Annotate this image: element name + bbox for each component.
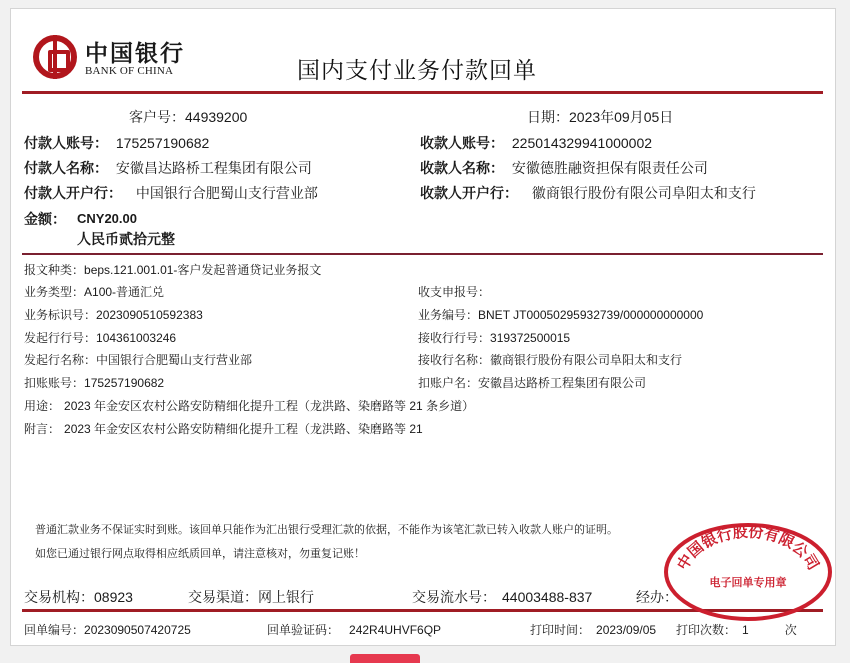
business-type-row [24,283,164,300]
debit-account-label: 扣账账号： [24,376,85,390]
debit-account-name: 安徽昌达路桥工程集团有限公司 [478,376,647,390]
message-type-row [24,261,321,278]
payee-bank-row [420,183,756,203]
header-divider [22,91,823,94]
payment-receipt [10,8,836,646]
bank-of-china-emblem-icon [33,35,77,79]
receiving-bank-number: 319372500015 [490,331,571,345]
print-time-row [530,621,656,638]
print-count-label: 打印次数： [676,623,737,637]
receipt-number-label: 回单编号： [24,623,85,637]
payer-bank-label: 付款人开户行： [24,185,122,201]
business-id: 2023090510592383 [96,308,203,322]
handler-label: 经办： [636,589,678,605]
date-label: 日期： [527,109,569,125]
debit-account: 175257190682 [84,376,165,390]
business-number: BNET JT00050295932739/000000000000 [478,308,704,322]
declaration-row [418,283,490,300]
receiving-bank-name: 徽商银行股份有限公司阜阳太和支行 [490,353,683,367]
transaction-org-label: 交易机构： [24,589,94,605]
logo-chinese-text: 中国银行 [85,40,185,67]
transaction-channel: 网上银行 [258,589,314,605]
date-row [527,107,673,127]
notice-line-2: 如您已通过银行网点取得相应纸质回单，请注意核对，勿重复记账！ [35,548,365,560]
transaction-serial: 44003488-837 [502,589,593,605]
postscript-label: 附言： [24,422,61,436]
print-count-unit: 次 [784,623,797,637]
payer-bank: 中国银行合肥蜀山支行营业部 [135,185,318,201]
transaction-org-row [24,587,133,607]
payee-name: 安徽德胜融资担保有限责任公司 [511,160,708,176]
receipt-number: 2023090507420725 [84,623,191,637]
payer-name-row [24,158,312,178]
date-value: 2023年09月05日 [569,109,674,125]
purpose-label: 用途： [24,399,61,413]
print-time: 2023/09/05 [596,623,657,637]
postscript-row [24,420,423,437]
receiving-bank-name-label: 接收行名称： [418,353,491,367]
amount-divider [22,253,823,255]
transaction-serial-label: 交易流水号： [412,589,496,605]
payee-name-row [420,158,708,178]
payer-bank-row [24,183,318,203]
payer-account: 175257190682 [115,135,210,151]
print-count-row [676,621,797,638]
debit-account-name-label: 扣账户名： [418,376,479,390]
business-type: A100-普通汇兑 [84,285,165,299]
sending-bank-number-label: 发起行行号： [24,331,97,345]
seal-graphic [662,521,834,623]
business-type-label: 业务类型： [24,285,85,299]
message-type-label: 报文种类： [24,263,85,277]
amount-in-words: 人民币贰拾元整 [77,231,175,247]
payee-name-label: 收款人名称： [420,160,504,176]
purpose-row [24,397,474,414]
business-id-row [24,306,203,323]
receipt-number-row [24,621,191,638]
purpose: 2023 年金安区农村公路安防精细化提升工程（龙洪路、染磨路等 21 条乡道） [64,399,475,413]
business-number-label: 业务编号： [418,308,479,322]
receiving-bank-number-row [418,329,570,346]
message-type: beps.121.001.01-客户发起普通贷记业务报文 [84,263,322,277]
business-id-label: 业务标识号： [24,308,97,322]
customer-number-label: 客户号： [129,109,185,125]
seal-inner-text: 电子回单专用章 [709,576,787,589]
document-title: 国内支付业务付款回单 [297,58,537,84]
seal-outer-text [673,523,822,574]
amount-label: 金额： [24,211,66,227]
verification-code: 242R4UHVF6QP [349,623,442,637]
sending-bank-name: 中国银行合肥蜀山支行营业部 [96,353,253,367]
payer-account-label: 付款人账号： [24,135,108,151]
sending-bank-name-row [24,351,252,368]
print-count: 1 [742,623,749,637]
payer-account-row [24,133,209,153]
payee-account: 225014329941000002 [511,135,653,151]
transaction-org: 08923 [94,589,133,605]
debit-account-name-row [418,374,646,391]
transaction-channel-label: 交易渠道： [188,589,258,605]
electronic-receipt-seal [662,521,834,623]
sending-bank-number: 104361003246 [96,331,177,345]
logo-english-text: BANK OF CHINA [85,65,174,77]
verification-code-label: 回单验证码： [267,623,340,637]
transaction-serial-row [412,587,592,607]
bottom-edge-tab [350,654,420,663]
business-number-row [418,306,703,323]
postscript: 2023 年金安区农村公路安防精细化提升工程（龙洪路、染磨路等 21 [64,422,423,436]
amount-value: CNY20.00 [77,211,137,226]
customer-number: 44939200 [185,109,248,125]
payer-name-label: 付款人名称： [24,160,108,176]
customer-number-row [129,107,247,127]
receiving-bank-name-row [418,351,682,368]
notice-line-1: 普通汇款业务不保证实时到账。该回单只能作为汇出银行受理汇款的依据，不能作为该笔汇款已转入收款人账户的证明。 [35,524,618,536]
sending-bank-name-label: 发起行名称： [24,353,97,367]
payee-account-row [420,133,652,153]
bank-of-china-logo [33,33,193,93]
receiving-bank-number-label: 接收行行号： [418,331,491,345]
payer-name: 安徽昌达路桥工程集团有限公司 [115,160,312,176]
print-time-label: 打印时间： [530,623,591,637]
transaction-channel-row [188,587,314,607]
seal-outer-text-path: 中国银行股份有限公司 [673,522,823,574]
payee-account-label: 收款人账号： [420,135,504,151]
debit-account-row [24,374,164,391]
verification-code-row [267,621,441,638]
sending-bank-number-row [24,329,176,346]
declaration-label: 收支申报号： [418,285,491,299]
payee-bank: 徽商银行股份有限公司阜阳太和支行 [531,185,756,201]
payee-bank-label: 收款人开户行： [420,185,518,201]
